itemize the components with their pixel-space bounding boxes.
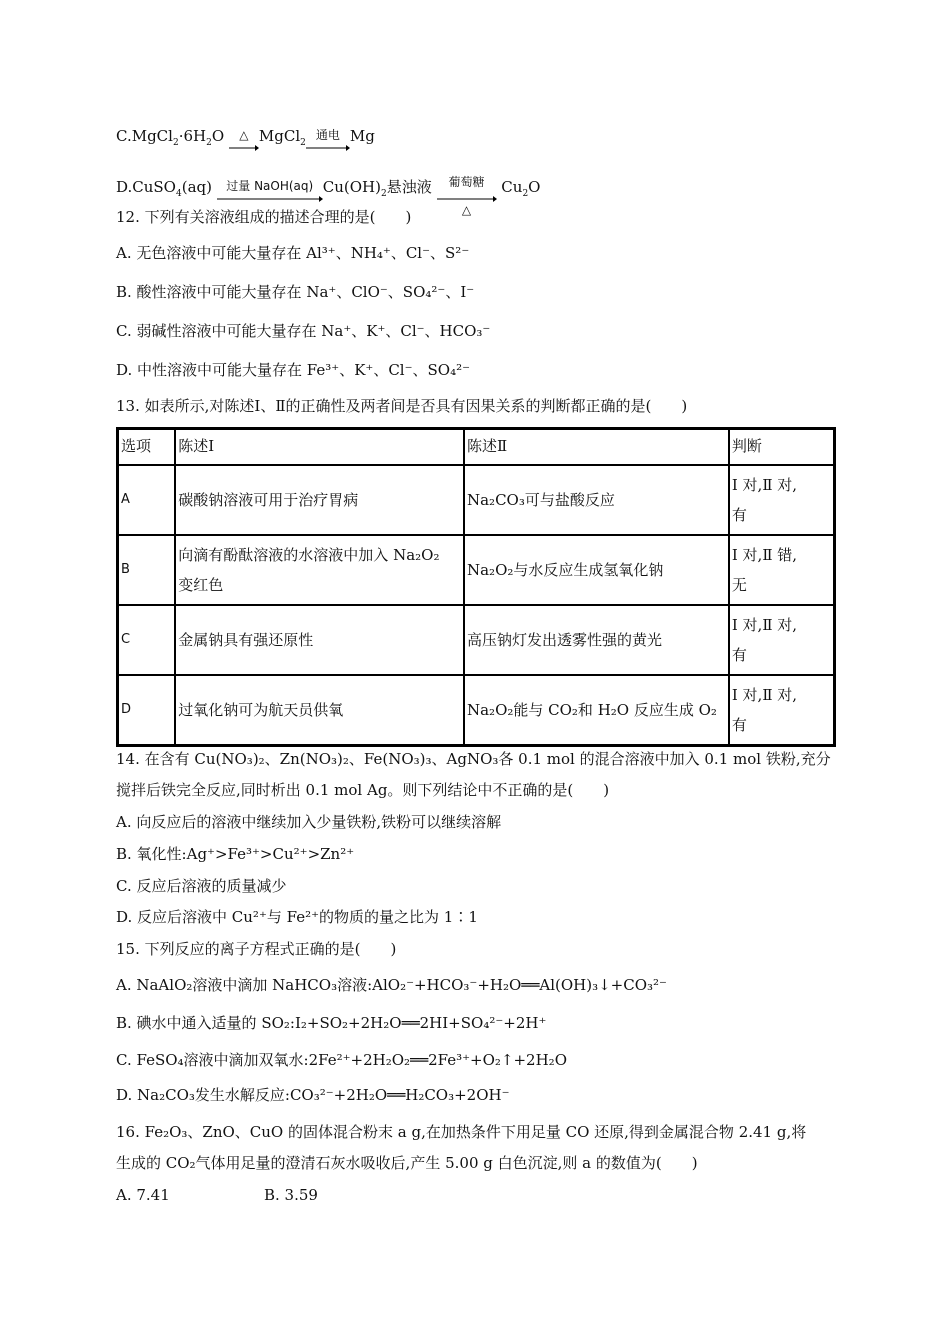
header-cell: 陈述Ⅰ xyxy=(175,429,464,466)
reaction-arrow xyxy=(229,128,259,153)
judgement-line: Ⅰ 对,Ⅱ 对, xyxy=(731,686,798,704)
text: D.CuSO xyxy=(116,178,176,196)
text: O xyxy=(528,178,541,196)
sub: 2 xyxy=(172,138,179,148)
judgement-line: Ⅰ 对,Ⅱ 错, xyxy=(731,546,798,564)
arrow-label: 葡萄糖 xyxy=(448,175,485,189)
q14-option-d: D. 反应后溶液中 Cu²⁺与 Fe²⁺的物质的量之比为 1∶1 xyxy=(116,908,478,926)
text: Mg xyxy=(349,127,375,145)
text: MgCl xyxy=(258,127,301,145)
q16-stem-line1: 16. Fe₂O₃、ZnO、CuO 的固体混合粉末 a g,在加热条件下用足量 CO 还原,得到金属混合物 2.41 g,将 xyxy=(116,1123,807,1141)
cell-statement-2: 高压钠灯发出透雾性强的黄光 xyxy=(464,605,729,675)
judgement-line: 有 xyxy=(731,716,747,734)
q14-option-a: A. 向反应后的溶液中继续加入少量铁粉,铁粉可以继续溶解 xyxy=(116,813,502,831)
reaction-arrow xyxy=(217,179,323,204)
arrow-label: △ xyxy=(239,128,249,142)
statement-line: 向滴有酚酞溶液的水溶液中加入 Na₂O₂ xyxy=(178,546,440,564)
arrow-label: 过量 NaOH(aq) xyxy=(226,179,314,193)
q12-option-d: D. 中性溶液中可能大量存在 Fe³⁺、K⁺、Cl⁻、SO₄²⁻ xyxy=(116,361,471,379)
text: (aq) xyxy=(181,178,212,196)
header-cell: 选项 xyxy=(118,429,176,466)
header-cell: 判断 xyxy=(729,429,835,466)
judgement-line: 有 xyxy=(731,506,747,524)
text: Cu xyxy=(501,178,523,196)
q15-option-b: B. 碘水中通入适量的 SO₂:I₂+SO₂+2H₂O══2HI+SO₄²⁻+2H⁺ xyxy=(116,1014,547,1032)
q12-option-b: B. 酸性溶液中可能大量存在 Na⁺、ClO⁻、SO₄²⁻、I⁻ xyxy=(116,283,475,301)
q16-option-a: A. 7.41 xyxy=(116,1186,170,1204)
q14-option-b: B. 氧化性:Ag⁺>Fe³⁺>Cu²⁺>Zn²⁺ xyxy=(116,845,355,863)
cell-option: C xyxy=(118,605,176,675)
arrow-label: 通电 xyxy=(315,128,340,142)
cell-statement-2: Na₂CO₃可与盐酸反应 xyxy=(464,465,729,535)
q15-stem: 15. 下列反应的离子方程式正确的是( ) xyxy=(116,940,397,958)
arrow-label-bottom: △ xyxy=(461,203,472,217)
text: O xyxy=(211,127,225,145)
statement-line: 变红色 xyxy=(178,576,224,594)
cell-statement-1: 过氧化钠可为航天员供氧 xyxy=(175,675,464,746)
q12-option-c: C. 弱碱性溶液中可能大量存在 Na⁺、K⁺、Cl⁻、HCO₃⁻ xyxy=(116,322,491,340)
sub: 4 xyxy=(175,189,182,199)
q14-stem-line2: 搅拌后铁完全反应,同时析出 0.1 mol Ag。则下列结论中不正确的是( ) xyxy=(116,781,610,799)
cell-option: A xyxy=(118,465,176,535)
cell-statement-2: Na₂O₂与水反应生成氢氧化钠 xyxy=(464,535,729,605)
sub: 2 xyxy=(522,189,529,199)
table-row xyxy=(118,675,835,746)
text: 悬浊液 xyxy=(386,178,432,196)
q14-option-c: C. 反应后溶液的质量减少 xyxy=(116,877,287,895)
table-row xyxy=(118,535,835,605)
sub: 2 xyxy=(380,189,387,199)
q15-option-d: D. Na₂CO₃发生水解反应:CO₃²⁻+2H₂O══H₂CO₃+2OH⁻ xyxy=(116,1086,510,1104)
q13-stem: 13. 如表所示,对陈述Ⅰ、Ⅱ的正确性及两者间是否具有因果关系的判断都正确的是( ) xyxy=(116,397,688,415)
cell-judgement xyxy=(729,535,835,605)
q13-table xyxy=(116,427,836,747)
table-row xyxy=(118,465,835,535)
cell-option: B xyxy=(118,535,176,605)
cell-statement-1: 金属钠具有强还原性 xyxy=(175,605,464,675)
cell-judgement xyxy=(729,465,835,535)
q14-stem-line1: 14. 在含有 Cu(NO₃)₂、Zn(NO₃)₂、Fe(NO₃)₃、AgNO₃各 0.1 mol 的混合溶液中加入 0.1 mol 铁粉,充分 xyxy=(116,750,831,768)
text: ·6H xyxy=(178,127,207,145)
cell-judgement xyxy=(729,675,835,746)
sub: 2 xyxy=(206,138,212,148)
header-cell: 陈述Ⅱ xyxy=(464,429,729,466)
cell-statement-2: Na₂O₂能与 CO₂和 H₂O 反应生成 O₂ xyxy=(464,675,729,746)
sub: 2 xyxy=(300,138,306,148)
judgement-line: 无 xyxy=(731,576,747,594)
q15-option-a: A. NaAlO₂溶液中滴加 NaHCO₃溶液:AlO₂⁻+HCO₃⁻+H₂O══Al(OH)₃↓+CO₃²⁻ xyxy=(116,976,667,994)
q16-option-b: B. 3.59 xyxy=(264,1186,318,1204)
cell-statement-1: 碳酸钠溶液可用于治疗胃病 xyxy=(175,465,464,535)
cell-option: D xyxy=(118,675,176,746)
table-header-row xyxy=(118,429,835,466)
reaction-arrow xyxy=(306,128,350,153)
judgement-line: Ⅰ 对,Ⅱ 对, xyxy=(731,476,798,494)
q15-option-c: C. FeSO₄溶液中滴加双氧水:2Fe²⁺+2H₂O₂══2Fe³⁺+O₂↑+2H₂O xyxy=(116,1051,567,1069)
text: Cu(OH) xyxy=(322,178,381,196)
q12-option-a: A. 无色溶液中可能大量存在 Al³⁺、NH₄⁺、Cl⁻、S²⁻ xyxy=(116,244,470,262)
q11-option-c xyxy=(116,126,375,153)
judgement-line: 有 xyxy=(731,646,747,664)
text: C.MgCl xyxy=(116,127,173,145)
q16-stem-line2: 生成的 CO₂气体用足量的澄清石灰水吸收后,产生 5.00 g 白色沉淀,则 a 的数值为( ) xyxy=(116,1154,698,1172)
judgement-line: Ⅰ 对,Ⅱ 对, xyxy=(731,616,798,634)
reaction-arrow xyxy=(437,175,497,217)
cell-judgement xyxy=(729,605,835,675)
cell-statement-1 xyxy=(175,535,464,605)
table-row xyxy=(118,605,835,675)
q12-stem: 12. 下列有关溶液组成的描述合理的是( ) xyxy=(116,208,412,226)
